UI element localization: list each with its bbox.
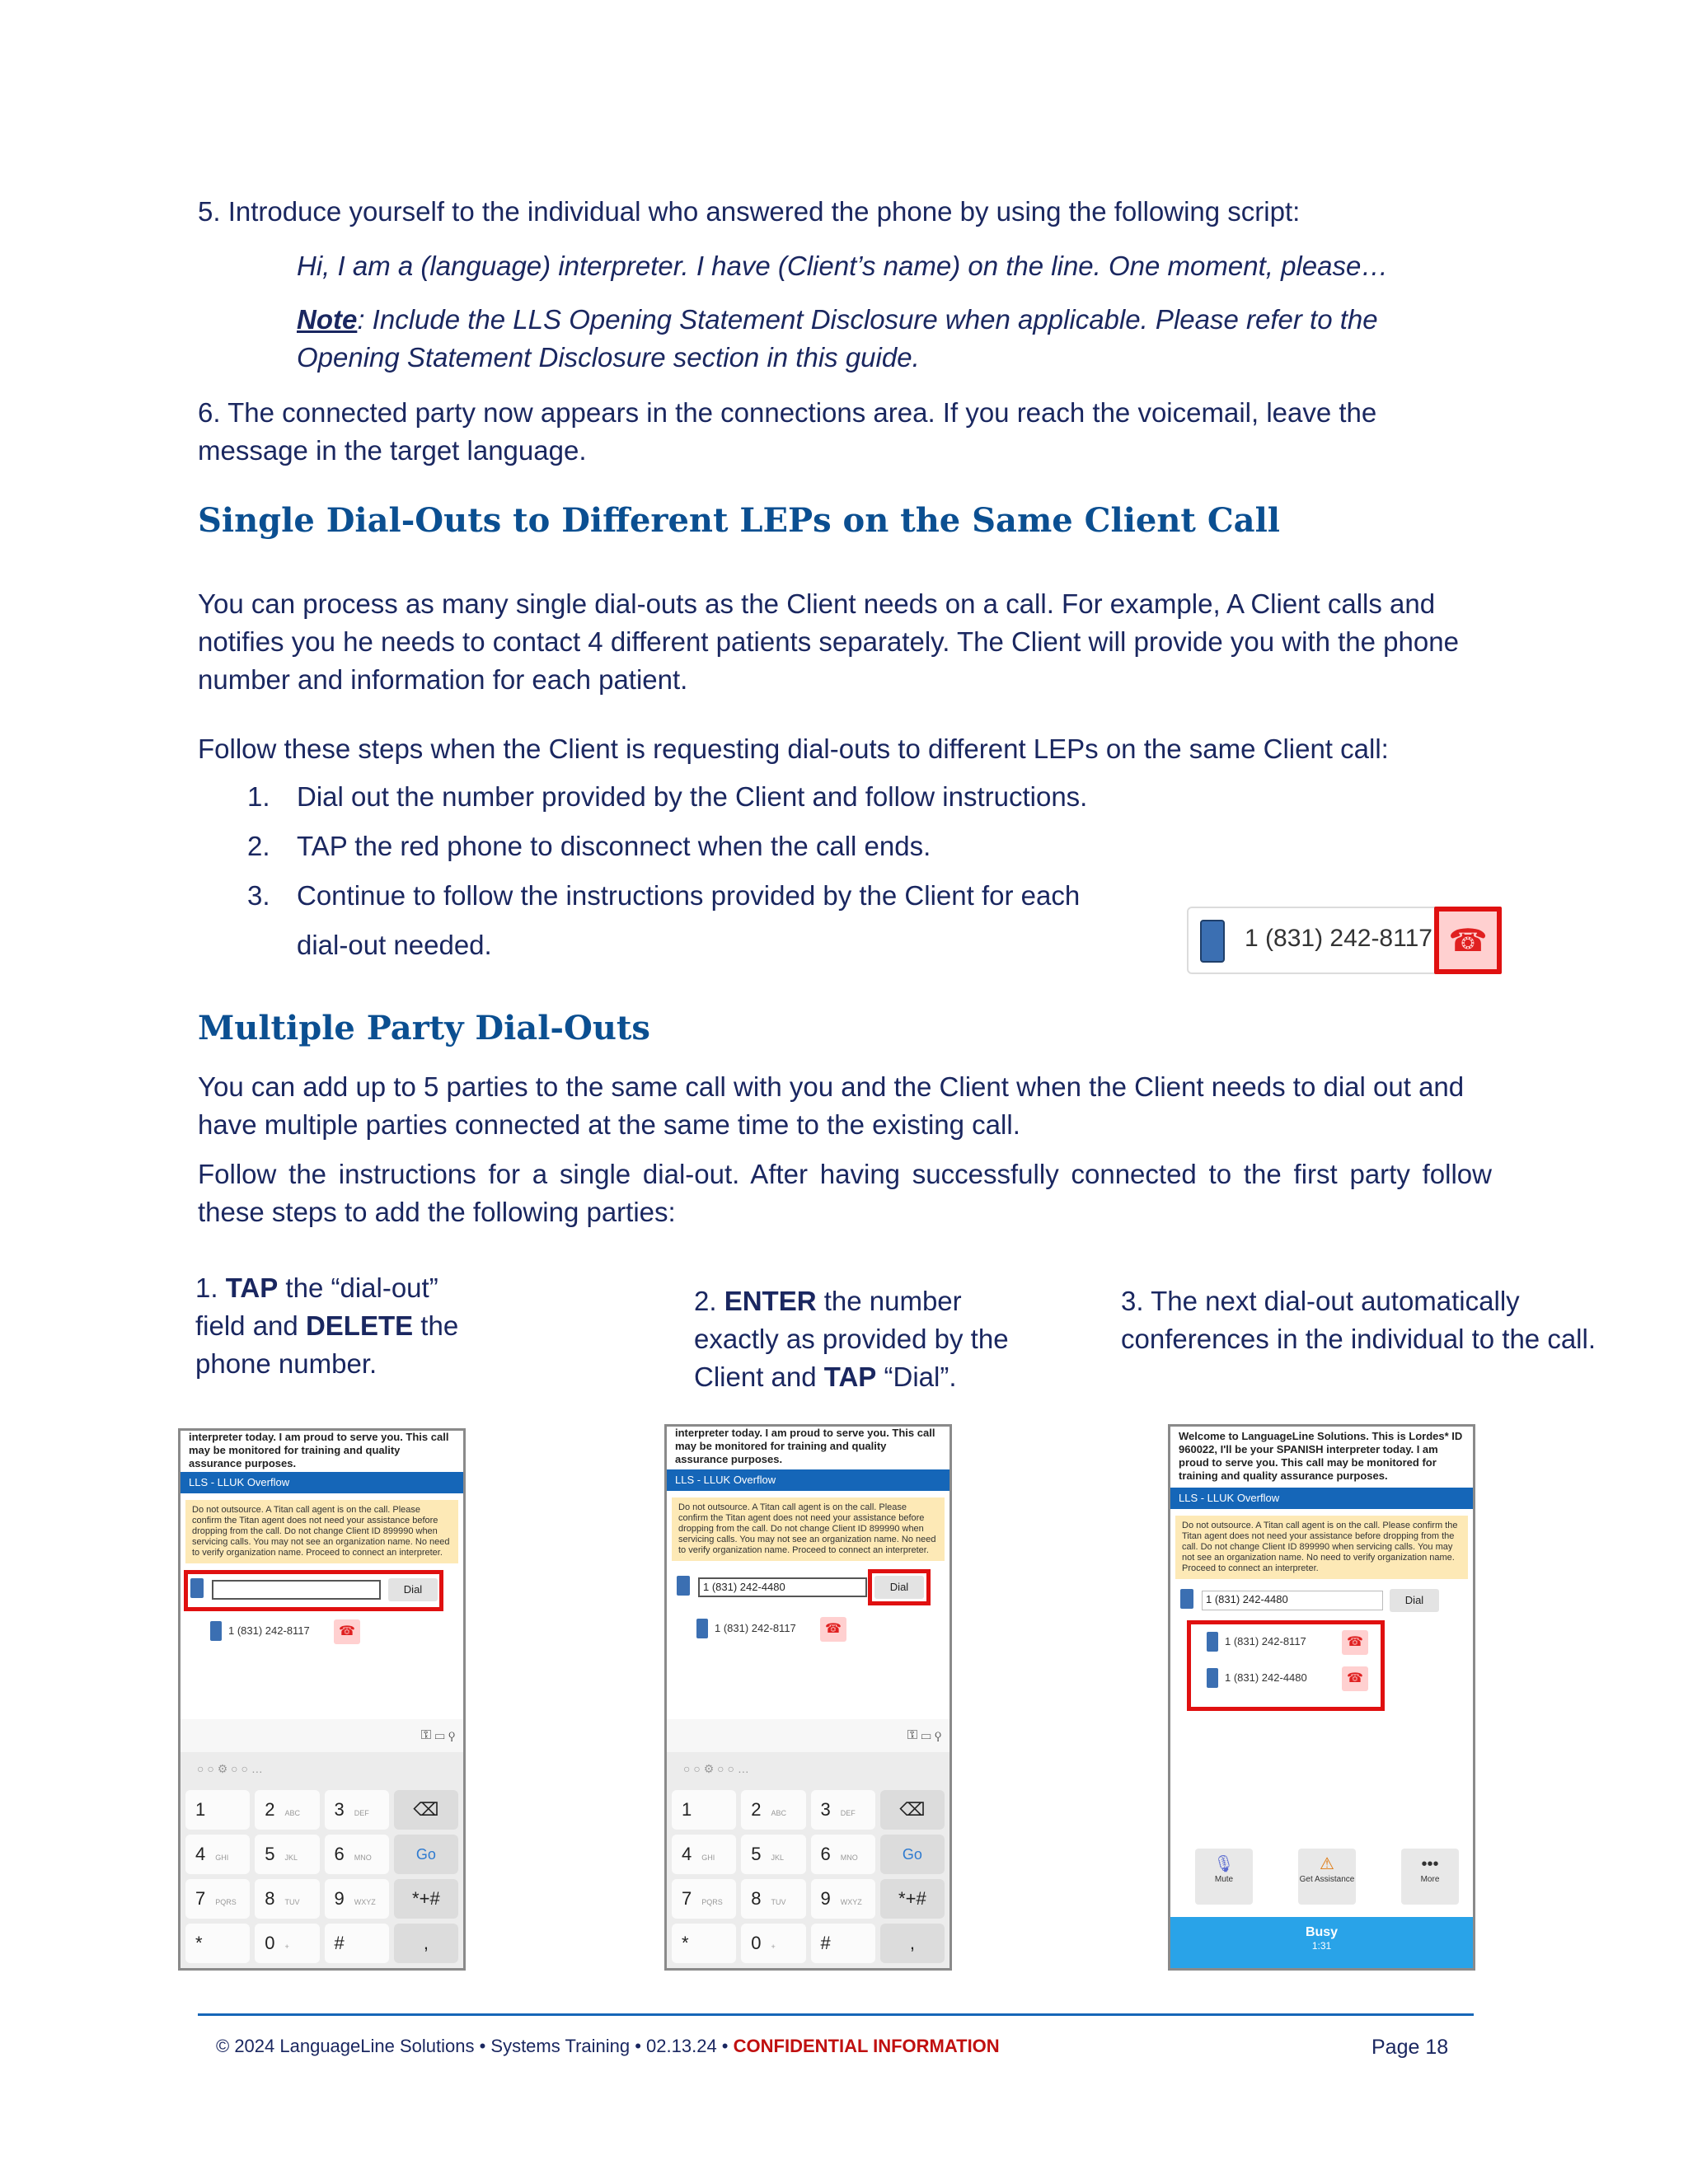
mobile-phone-icon — [1200, 920, 1225, 963]
account-bar: LLS - LLUK Overflow — [181, 1472, 463, 1493]
keypad-key[interactable]: 6 MNO — [811, 1835, 875, 1874]
hang-up-button[interactable] — [1434, 907, 1502, 974]
keypad-key[interactable]: 0 + — [741, 1924, 805, 1963]
list-item: 3. Continue to follow the instructions provided by the Client for each — [247, 880, 1081, 911]
keypad-key[interactable]: 1 — [185, 1790, 250, 1830]
keypad-key[interactable]: ⌫ — [880, 1790, 945, 1830]
dial-phone-icon — [677, 1576, 690, 1596]
keyboard — [181, 1719, 463, 1968]
dial-out-row — [670, 1568, 946, 1609]
get-assistance-button[interactable]: ⚠ Get Assistance — [1298, 1849, 1356, 1905]
more-button[interactable]: ••• More — [1401, 1849, 1459, 1905]
mute-button[interactable]: 🎙 Mute — [1195, 1849, 1253, 1905]
dial-button[interactable]: Dial — [1390, 1589, 1439, 1612]
dial-button[interactable]: Dial — [388, 1578, 438, 1601]
keypad-key[interactable]: 9 WXYZ — [811, 1879, 875, 1919]
keypad-grid — [667, 1785, 950, 1968]
hang-up-button[interactable]: ☎ — [820, 1617, 846, 1642]
highlight-box — [868, 1569, 931, 1605]
footer-divider — [198, 2013, 1474, 2016]
dial-phone-icon — [1180, 1589, 1193, 1609]
keypad-key[interactable]: 0 + — [255, 1924, 319, 1963]
dial-out-row — [184, 1570, 460, 1611]
mobile-phone-icon — [1207, 1632, 1218, 1652]
column3-instruction: 3. The next dial-out automatically conferences in the individual to the call. — [1121, 1286, 1597, 1354]
keypad-key[interactable]: # — [325, 1924, 389, 1963]
phone-screenshot-2 — [664, 1424, 952, 1971]
mobile-phone-icon — [1207, 1668, 1218, 1688]
keypad-key[interactable]: 1 — [672, 1790, 736, 1830]
section1-para1: You can process as many single dial-outs as the Client needs on a call. For example, A Client calls and notifies you he needs to contact 4 different patients separately. The Client will provide you with the phone number and information for each patient. — [198, 588, 1459, 695]
hang-up-button[interactable]: ☎ — [334, 1619, 360, 1644]
keypad-key[interactable]: 7 PQRS — [672, 1879, 736, 1919]
mobile-phone-icon — [210, 1621, 222, 1641]
mobile-phone-icon — [696, 1619, 708, 1638]
section1-para2: Follow these steps when the Client is requesting dial-outs to different LEPs on the same Client call: — [198, 733, 1389, 764]
keypad-key[interactable]: 2 ABC — [255, 1790, 319, 1830]
keypad-key[interactable]: 9 WXYZ — [325, 1879, 389, 1919]
keypad-key[interactable]: 2 ABC — [741, 1790, 805, 1830]
keypad-key[interactable]: 3 DEF — [811, 1790, 875, 1830]
connection-row: 1 (831) 242-4480 ☎ — [1207, 1663, 1385, 1696]
phone-screenshot-3 — [1168, 1424, 1475, 1971]
hang-up-button[interactable]: ☎ — [1342, 1666, 1368, 1691]
greeting-text: Welcome to LanguageLine Solutions. This is Lordes* ID 960022, I'll be your SPANISH interpreter today. I am proud to serve you. This call may be monitored for training and quality assurance purposes. — [1179, 1430, 1463, 1482]
keypad-key[interactable]: 8 TUV — [741, 1879, 805, 1919]
keypad-key[interactable]: 7 PQRS — [185, 1879, 250, 1919]
dial-out-field[interactable]: 1 (831) 242-4480 — [1202, 1591, 1383, 1610]
column1-instruction: 1. TAP the “dial-out” field and DELETE the phone number. — [195, 1272, 459, 1379]
keyboard-toolbar: ⚿ ▭ ⚲ — [181, 1719, 463, 1752]
note-body: : Include the LLS Opening Statement Disclosure when applicable. Please refer to the Opening Statement Disclosure section in this guide. — [297, 304, 1378, 373]
connection-row: 1 (831) 242-8117 ☎ — [1207, 1627, 1385, 1660]
dial-out-row — [1174, 1586, 1470, 1615]
list-item: dial-out needed. — [297, 930, 492, 960]
assistance-icon: ⚠ — [1320, 1855, 1334, 1873]
account-note: Do not outsource. A Titan call agent is on the call. Please confirm the Titan agent does not need your assistance before dropping from the call. Do not change Client ID 899990 when servicing calls. You may not see an organization name. No need to verify organization name. Proceed to connect an interpreter. — [185, 1500, 458, 1563]
account-note: Do not outsource. A Titan call agent is on the call. Please confirm the Titan agent does not need your assistance before dropping from the call. Do not change Client ID 899990 when servicing calls. You may not see an organization name. No need to verify organization name. Proceed to connect an interpreter. — [672, 1497, 945, 1561]
connection-row: 1 (831) 242-8117 ☎ — [210, 1616, 463, 1649]
keypad-key[interactable]: 6 MNO — [325, 1835, 389, 1874]
list-item: 1. Dial out the number provided by the Client and follow instructions. — [247, 781, 1088, 812]
script-text: Hi, I am a (language) interpreter. I have (Client’s name) on the line. One moment, please… — [297, 251, 1389, 281]
keypad-key[interactable]: 4 GHI — [672, 1835, 736, 1874]
dial-button[interactable]: Dial — [874, 1576, 924, 1599]
footer-left: © 2024 LanguageLine Solutions • Systems Training • 02.13.24 • CONFIDENTIAL INFORMATION — [216, 2036, 1000, 2056]
keypad-key[interactable]: , — [880, 1924, 945, 1963]
greeting-text: interpreter today. I am proud to serve you. This call may be monitored for training and quality assurance purposes. — [189, 1431, 449, 1469]
account-note: Do not outsource. A Titan call agent is on the call. Please confirm the Titan agent does not need your assistance before dropping from the call. Do not change Client ID 899990 when servicing calls. You may not see an organization name. No need to verify organization name. Proceed to connect an interpreter. — [1175, 1516, 1468, 1579]
keypad-key[interactable]: *+# — [880, 1879, 945, 1919]
keyboard — [667, 1719, 950, 1968]
keypad-key[interactable]: 4 GHI — [185, 1835, 250, 1874]
page-number: Page 18 — [1372, 2036, 1449, 2059]
keypad-key[interactable]: 3 DEF — [325, 1790, 389, 1830]
account-bar: LLS - LLUK Overflow — [667, 1469, 950, 1491]
keypad-key[interactable]: # — [811, 1924, 875, 1963]
keypad-key[interactable]: Go — [880, 1835, 945, 1874]
column2-instruction: 2. ENTER the number exactly as provided by the Client and TAP “Dial”. — [694, 1286, 1009, 1392]
keypad-key[interactable]: * — [185, 1924, 250, 1963]
keypad-key[interactable]: *+# — [394, 1879, 458, 1919]
keypad-key[interactable]: , — [394, 1924, 458, 1963]
keypad-key[interactable]: Go — [394, 1835, 458, 1874]
list-item: 2. TAP the red phone to disconnect when the call ends. — [247, 831, 931, 861]
more-icon: ••• — [1421, 1855, 1439, 1873]
note-label: Note — [297, 304, 358, 335]
phone-screenshot-1 — [178, 1428, 466, 1971]
greeting-text: interpreter today. I am proud to serve you. This call may be monitored for training and quality assurance purposes. — [675, 1427, 935, 1465]
keyboard-suggestions: ○ ○ ⚙ ○ ○ … — [683, 1762, 749, 1775]
note-text — [297, 301, 1467, 377]
step5-text: 5. Introduce yourself to the individual who answered the phone by using the following script: — [198, 196, 1301, 227]
keyboard-suggestions: ○ ○ ⚙ ○ ○ … — [197, 1762, 263, 1775]
highlight-box — [184, 1570, 443, 1611]
connection-row: 1 (831) 242-8117 ☎ — [696, 1614, 950, 1647]
hang-up-icon: ☎ — [1448, 923, 1488, 958]
call-status-bar: Busy 1:31 — [1170, 1917, 1473, 1968]
keypad-key[interactable]: 5 JKL — [741, 1835, 805, 1874]
keyboard-toolbar: ⚿ ▭ ⚲ — [667, 1719, 950, 1752]
keypad-key[interactable]: ⌫ — [394, 1790, 458, 1830]
microphone-icon: 🎙 — [1213, 1855, 1235, 1873]
account-bar: LLS - LLUK Overflow — [1170, 1488, 1473, 1509]
section2-para1: You can add up to 5 parties to the same call with you and the Client when the Client needs to dial out and have multiple parties connected at the same time to the existing call. — [198, 1071, 1465, 1140]
hang-up-button[interactable]: ☎ — [1342, 1630, 1368, 1655]
keypad-key[interactable]: * — [672, 1924, 736, 1963]
keypad-key[interactable]: 5 JKL — [255, 1835, 319, 1874]
connection-chip — [1187, 907, 1500, 974]
keypad-grid — [181, 1785, 463, 1968]
confidential-label: CONFIDENTIAL INFORMATION — [733, 2036, 1000, 2056]
section-heading-single-dial-outs: Single Dial-Outs to Different LEPs on the Same Client Call — [198, 501, 1280, 540]
step6-text: 6. The connected party now appears in the connections area. If you reach the voicemail, leave the message in the target language. — [198, 397, 1377, 466]
section-heading-multiple-party: Multiple Party Dial-Outs — [198, 1009, 650, 1047]
call-timer: 1:31 — [1311, 1940, 1332, 1952]
connections-list — [1187, 1620, 1385, 1711]
call-actions — [1195, 1849, 1459, 1905]
keypad-key[interactable]: 8 TUV — [255, 1879, 319, 1919]
dial-out-field[interactable]: 1 (831) 242-4480 — [698, 1577, 867, 1597]
section2-para2: Follow the instructions for a single dial-out. After having successfully connected to the first party follow these steps to add the following parties: — [198, 1159, 1492, 1227]
chip-number: 1 (831) 242-8117 — [1245, 925, 1432, 952]
